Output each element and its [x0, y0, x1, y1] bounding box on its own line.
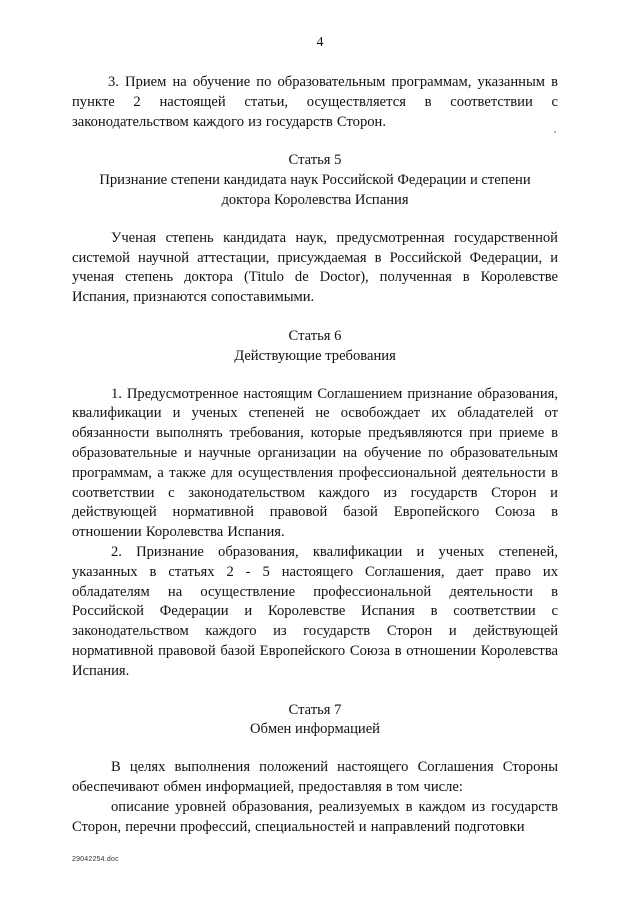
- article-title: Действующие требования: [234, 347, 396, 364]
- article-number: Статья 5: [288, 152, 342, 169]
- article-7-paragraph-2: описание уровней образования, реализуемых в каждом из государств Сторон, перечни профессий, специальностей и направлений подготовки: [72, 798, 558, 835]
- article-5-paragraph: Ученая степень кандидата наук, предусмотренная государственной системой научной аттестации, присуждаемая в Российской Федерации, и ученая степень доктора (Titulo de Doctor), полученная в Королевстве Испания, признаются сопоставимыми.: [72, 229, 558, 306]
- article-number: Статья 7: [288, 701, 342, 718]
- article-number: Статья 6: [288, 327, 342, 344]
- intro-paragraph: 3. Прием на обучение по образовательным программам, указанным в пункте 2 настоящей статьи, осуществляется в соответствии с законодательством каждого из государств Сторон.: [72, 74, 558, 130]
- page-number: 4: [316, 35, 324, 50]
- article-title: Обмен информацией: [250, 721, 380, 738]
- footer-filename: 29042254.doc: [72, 856, 119, 863]
- article-7-heading: [72, 701, 558, 741]
- document-body: [72, 73, 558, 837]
- article-6-paragraph-1: 1. Предусмотренное настоящим Соглашением признание образования, квалификации и ученых степеней не освобождает их обладателей от обязанности выполнять требования, которые предъявляются при приеме в образовательные и научные организации на обучение по образовательным программам, а также для осуществления профессиональной деятельности в соответствии с законодательством каждого из государств Сторон и действующей нормативной правовой базой Европейского Союза в отношении Королевства Испания.: [72, 385, 558, 541]
- article-title: Признание степени кандидата наук Российской Федерации и степени доктора Королевства Испания: [99, 172, 531, 208]
- article-5-heading: [72, 151, 558, 210]
- article-6-paragraph-2: 2. Признание образования, квалификации и ученых степеней, указанных в статьях 2 - 5 настоящего Соглашения, дает право их обладателям на осуществление профессиональной деятельности в Российской Федерации и Королевстве Испания в соответствии с законодательством каждого из государств Сторон и действующей нормативной правовой базой Европейского Союза в отношении Королевства Испания.: [72, 543, 558, 679]
- article-6-heading: [72, 327, 558, 367]
- article-7-paragraph-1: В целях выполнения положений настоящего Соглашения Стороны обеспечивают обмен информацией, предоставляя в том числе:: [72, 759, 558, 795]
